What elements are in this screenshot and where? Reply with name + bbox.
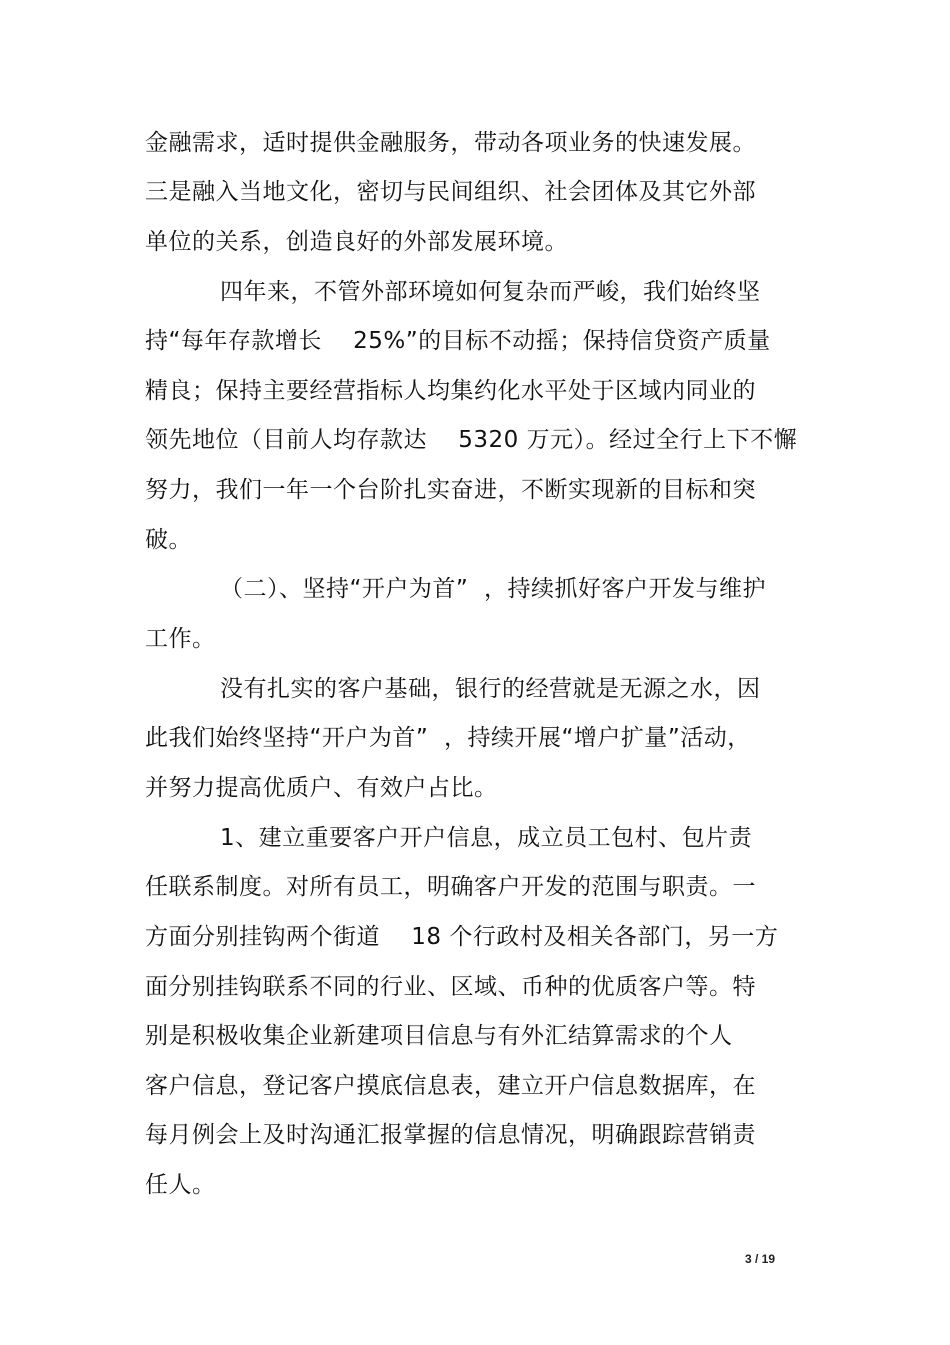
text-line-22: 任人。 — [145, 1172, 216, 1198]
text-line-4: 四年来，不管外部环境如何复杂而严峻，我们始终坚 — [220, 279, 761, 305]
text-line-8: 努力，我们一年一个台阶扎实奋进，不断实现新的目标和突 — [145, 477, 756, 503]
text-line-13: 此我们始终坚持“开户为首” ，持续开展“增户扩量”活动， — [145, 725, 751, 751]
text-line-1: 金融需求，适时提供金融服务，带动各项业务的快速发展。 — [145, 130, 756, 156]
text-line-10: （二）、坚持“开户为首” ，持续抓好客户开发与维护 — [220, 576, 766, 602]
text-line-7: 领先地位（目前人均存款达 5320 万元）。经过全行上下不懈 — [145, 427, 798, 453]
text-line-12: 没有扎实的客户基础，银行的经营就是无源之水，因 — [220, 676, 761, 702]
text-line-9: 破。 — [145, 527, 192, 553]
text-line-19: 别是积极收集企业新建项目信息与有外汇结算需求的个人 — [145, 1023, 733, 1049]
text-line-11: 工作。 — [145, 626, 216, 652]
text-line-15: 1、建立重要客户开户信息，成立员工包村、包片责 — [220, 825, 753, 851]
text-line-2: 三是融入当地文化，密切与民间组织、社会团体及其它外部 — [145, 179, 756, 205]
text-line-6: 精良；保持主要经营指标人均集约化水平处于区域内同业的 — [145, 378, 756, 404]
text-line-16: 任联系制度。对所有员工，明确客户开发的范围与职责。一 — [145, 874, 756, 900]
text-line-20: 客户信息，登记客户摸底信息表，建立开户信息数据库，在 — [145, 1073, 756, 1099]
text-line-18: 面分别挂钩联系不同的行业、区域、币种的优质客户等。特 — [145, 974, 756, 1000]
text-line-21: 每月例会上及时沟通汇报掌握的信息情况，明确跟踪营销责 — [145, 1122, 756, 1148]
text-line-14: 并努力提高优质户、有效户占比。 — [145, 775, 498, 801]
text-line-17: 方面分别挂钩两个街道 18 个行政村及相关各部门，另一方 — [145, 924, 779, 950]
text-line-5: 持“每年存款增长 25%”的目标不动摇；保持信贷资产质量 — [145, 328, 771, 354]
page-number: 3 / 19 — [745, 1252, 776, 1266]
text-line-3: 单位的关系，创造良好的外部发展环境。 — [145, 229, 568, 255]
